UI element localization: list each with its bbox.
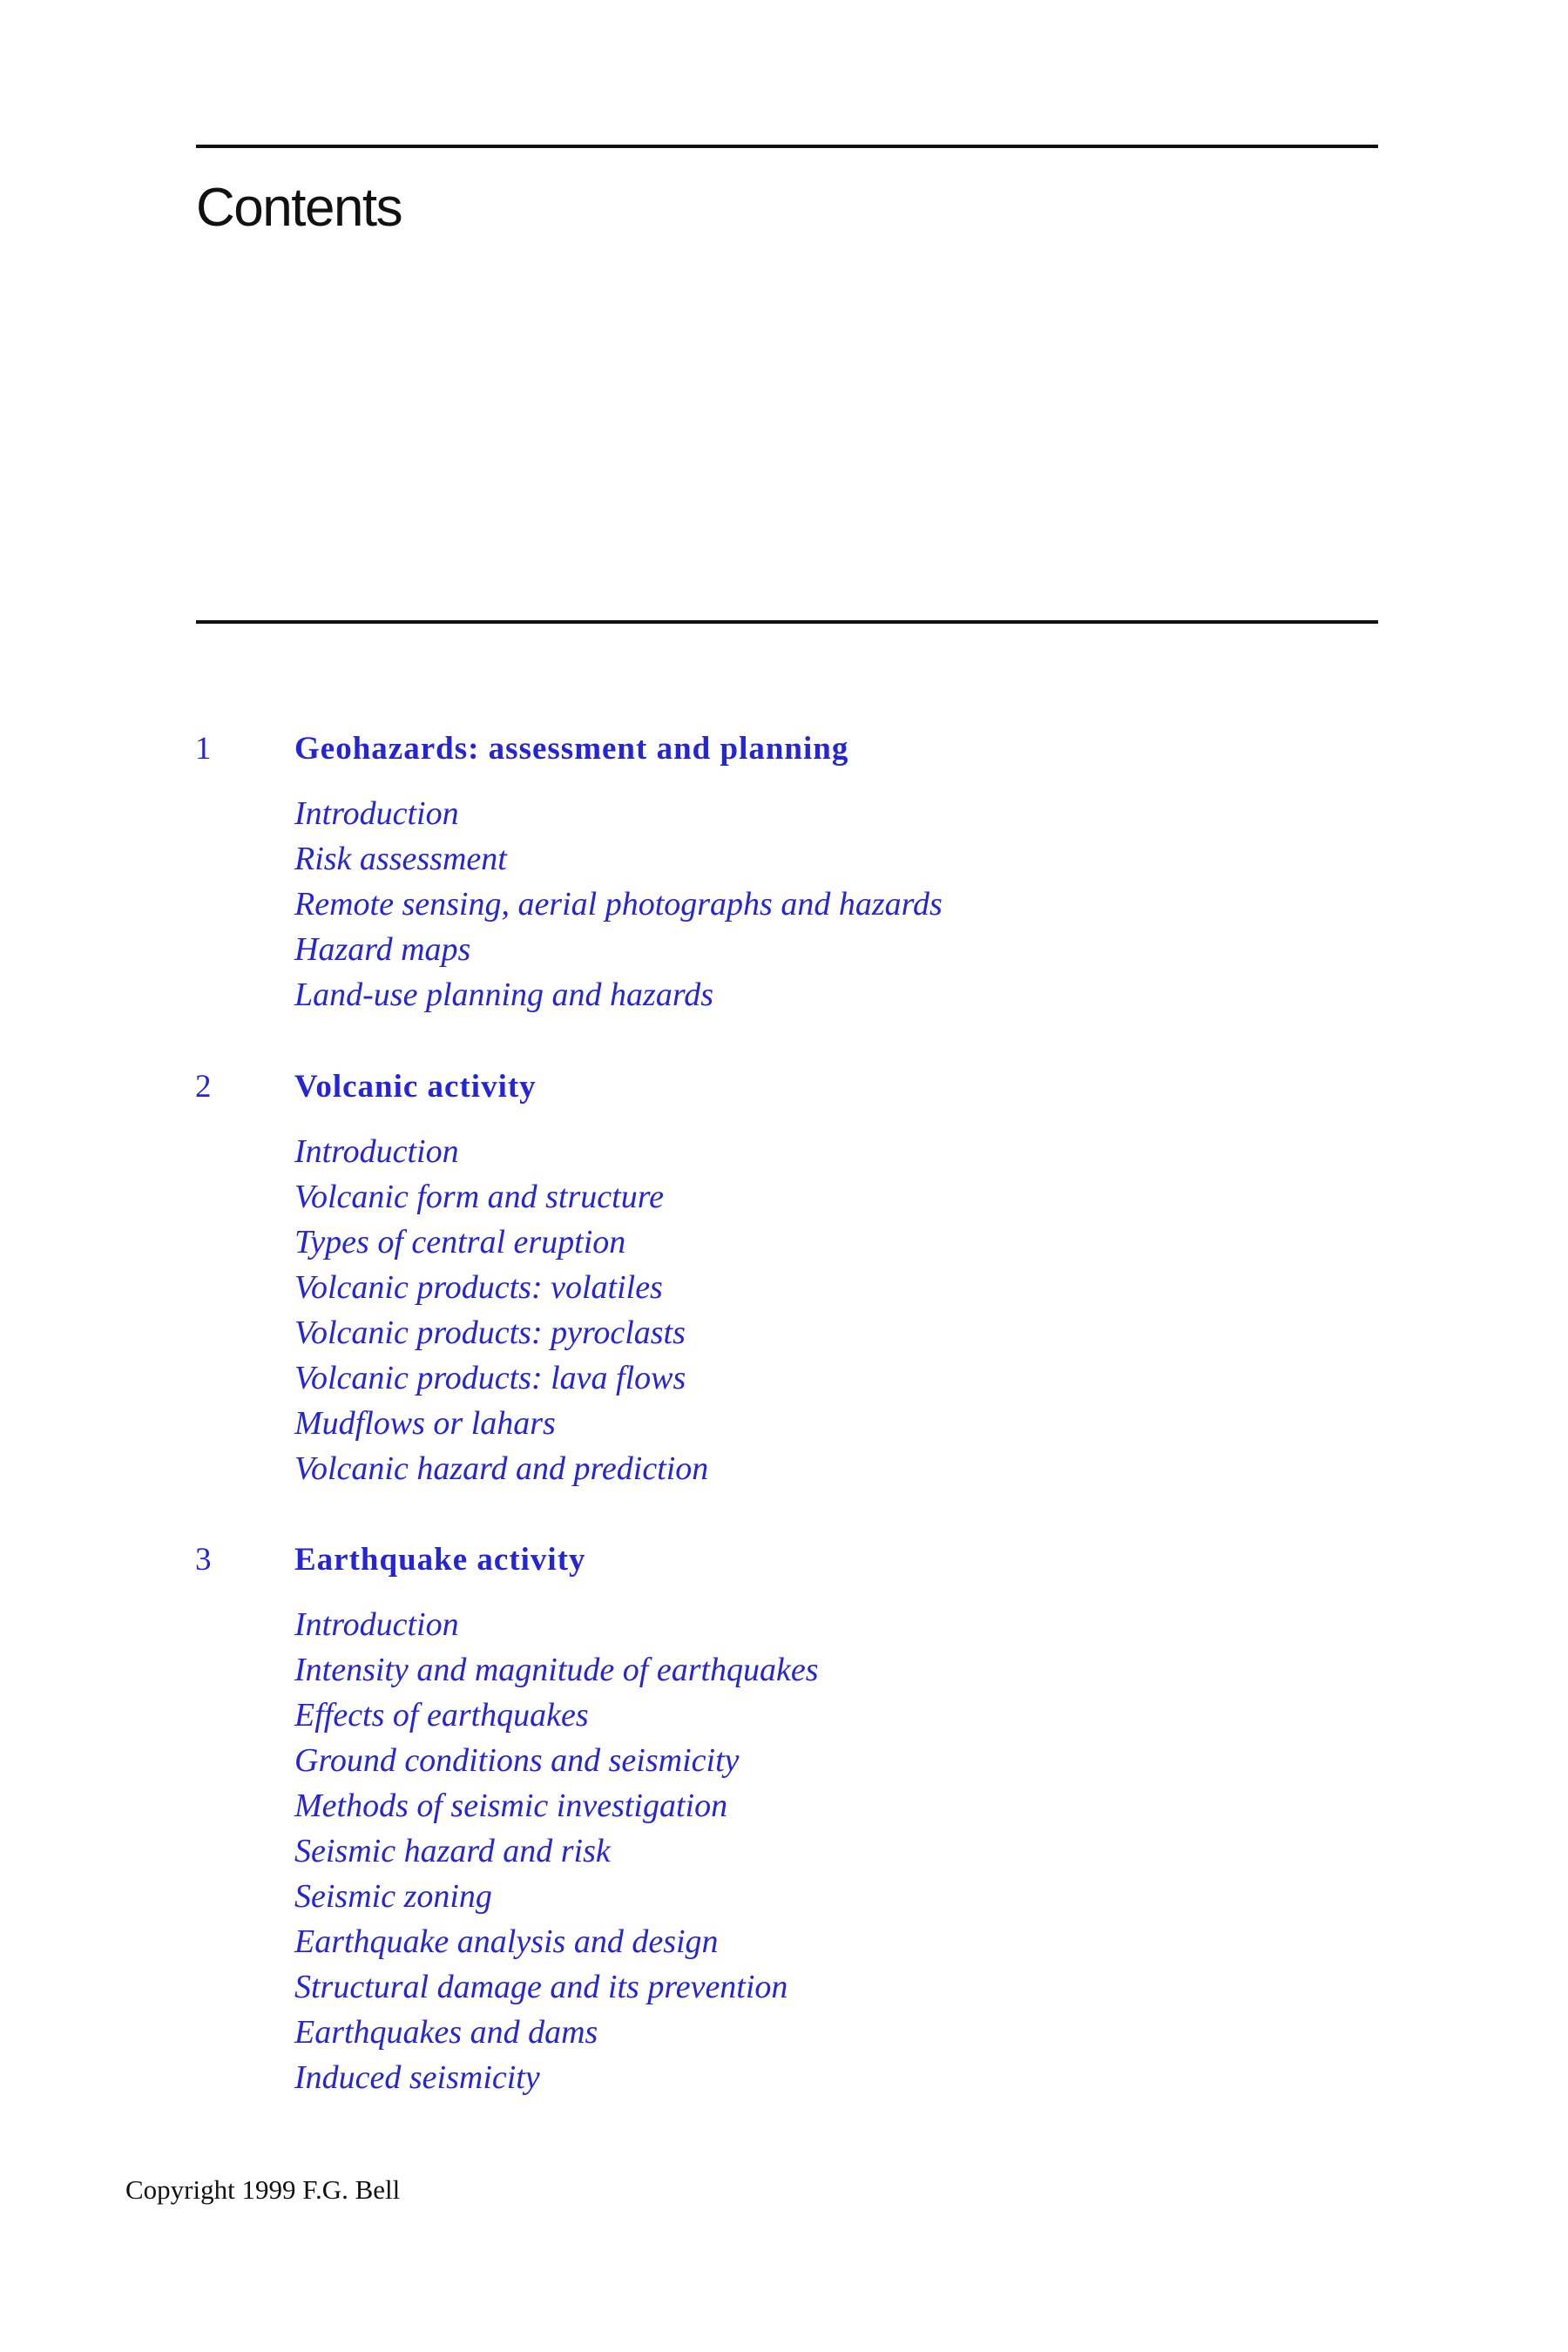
- section-link[interactable]: Introduction: [294, 1606, 459, 1643]
- chapter-heading[interactable]: [0, 1534, 1568, 1586]
- chapter-number[interactable]: 2: [195, 1069, 212, 1105]
- header-bottom-rule: [196, 620, 1378, 624]
- section-link[interactable]: Mudflows or lahars: [294, 1405, 556, 1442]
- chapter-2: [0, 1061, 1568, 1487]
- section-link[interactable]: Risk assessment: [294, 841, 507, 877]
- chapter-1: [0, 723, 1568, 1013]
- section-link[interactable]: Earthquakes and dams: [294, 2014, 598, 2051]
- section-link[interactable]: Hazard maps: [294, 931, 471, 968]
- section-link[interactable]: Introduction: [294, 795, 459, 832]
- chapter-title-link[interactable]: Geohazards: assessment and planning: [294, 731, 849, 767]
- section-list: [294, 1129, 708, 1491]
- section-link[interactable]: Volcanic hazard and prediction: [294, 1450, 709, 1487]
- chapter-title-link[interactable]: Volcanic activity: [294, 1069, 537, 1105]
- section-link[interactable]: Types of central eruption: [294, 1224, 626, 1260]
- section-link[interactable]: Earthquake analysis and design: [294, 1923, 719, 1960]
- section-link[interactable]: Seismic zoning: [294, 1878, 492, 1915]
- section-link[interactable]: Volcanic products: volatiles: [294, 1269, 663, 1306]
- section-link[interactable]: Land-use planning and hazards: [294, 977, 714, 1013]
- chapter-title-link[interactable]: Earthquake activity: [294, 1542, 586, 1578]
- chapter-3: [0, 1534, 1568, 2096]
- section-link[interactable]: Introduction: [294, 1133, 459, 1170]
- section-link[interactable]: Structural damage and its prevention: [294, 1969, 788, 2005]
- section-link[interactable]: Volcanic products: pyroclasts: [294, 1315, 686, 1351]
- section-link[interactable]: Volcanic form and structure: [294, 1179, 664, 1215]
- section-list: [294, 1602, 819, 2100]
- chapter-number[interactable]: 3: [195, 1542, 212, 1578]
- section-link[interactable]: Ground conditions and seismicity: [294, 1742, 740, 1779]
- section-link[interactable]: Remote sensing, aerial photographs and hazards: [294, 886, 943, 923]
- section-list: [294, 791, 943, 1017]
- section-link[interactable]: Methods of seismic investigation: [294, 1788, 728, 1824]
- section-link[interactable]: Induced seismicity: [294, 2059, 540, 2096]
- chapter-heading[interactable]: [0, 723, 1568, 775]
- page-title: Contents: [196, 178, 402, 238]
- section-link[interactable]: Seismic hazard and risk: [294, 1833, 611, 1869]
- copyright-footer: Copyright 1999 F.G. Bell: [125, 2174, 401, 2205]
- chapter-heading[interactable]: [0, 1061, 1568, 1113]
- chapter-number[interactable]: 1: [195, 731, 212, 767]
- section-link[interactable]: Effects of earthquakes: [294, 1697, 589, 1734]
- section-link[interactable]: Volcanic products: lava flows: [294, 1360, 686, 1396]
- section-link[interactable]: Intensity and magnitude of earthquakes: [294, 1652, 819, 1688]
- top-rule: [196, 145, 1378, 148]
